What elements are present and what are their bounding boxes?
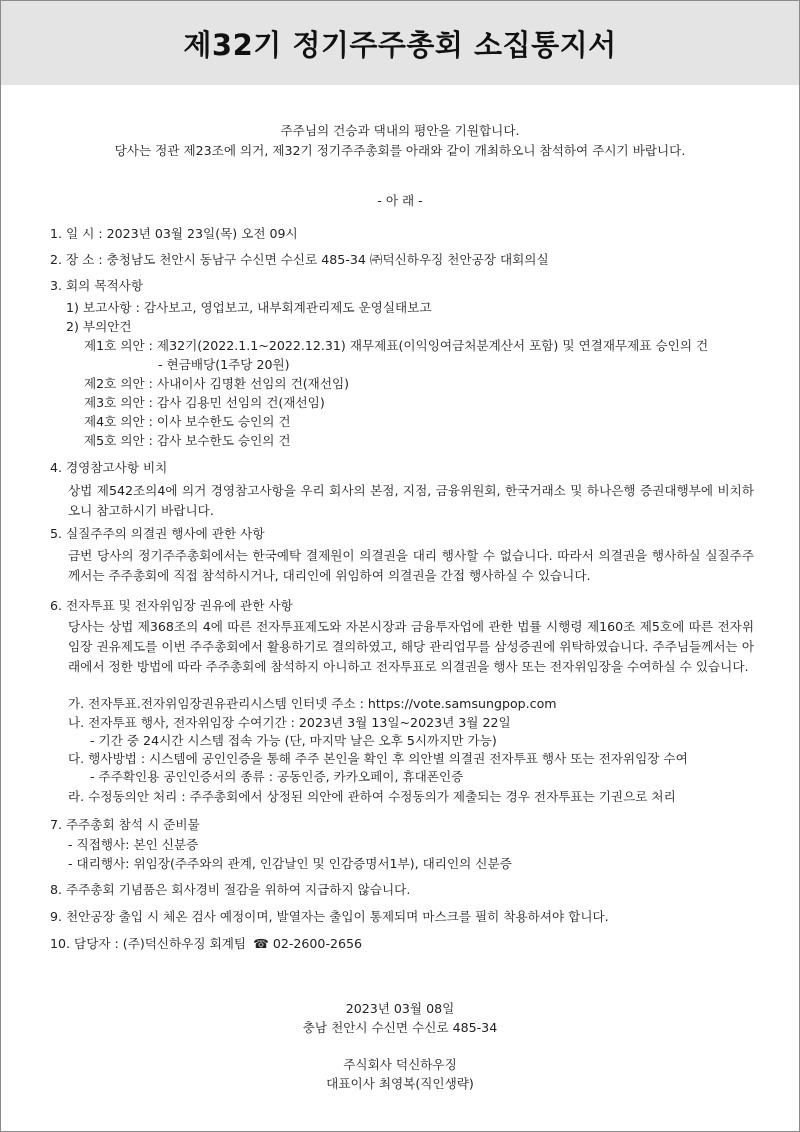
item-5-heading: 5. 실질주주의 의결권 행사에 관한 사항 [50,526,265,541]
item-6-ga: 가. 전자투표.전자위임장권유관리시스템 인터넷 주소 : https://vote.samsungpop.com [68,696,557,711]
item-8: 8. 주주총회 기념품은 회사경비 절감을 위하여 지급하지 않습니다. [50,882,411,897]
contact-label: 10. 담당자 : (주)덕신하우징 회계팀 [50,936,247,951]
item-6-body: 당사는 상법 제368조의 4에 따른 전자투표제도와 자본시장과 금융투자업에 관한 법률 시행령 제160조 제5호에 따른 전자위임장 권유제도를 이번 주주총회에서 활용하기로 결의하였고, 해당 관리업무를 삼성증권에 위탁하였습니다. 주주님들께서는 아래에서 정한 방법에 따라 주주총회에 참석하지 아니하고 전자투표로 의결권을 행사 또는 전자위임장을 수여하실 수 있습니다. [68,619,754,674]
agenda-3: 제3호 의안 : 감사 김용민 선임의 건(재선임) [84,395,325,410]
agenda-1: 제1호 의안 : 제32기(2022.1.1~2022.12.31) 재무제표(이익잉여금처분계산서 포함) 및 연결재무제표 승인의 건 [84,338,709,353]
title-bar [1,1,799,85]
agenda-4: 제4호 의안 : 이사 보수한도 승인의 건 [84,414,291,429]
item-7-direct: - 직접행사: 본인 신분증 [68,837,199,852]
item-5-body: 금번 당사의 정기주주총회에서는 한국예탁 결제원이 의결권을 대리 행사할 수 없습니다. 따라서 의결권을 행사하실 실질주주께서는 주주총회에 직접 참석하시거나, 대리인에 위임하여 의결권을 간접 행사하실 수 있습니다. [68,548,754,583]
item-3-resolution: 2) 부의안건 [66,319,132,334]
item-6-da-sub: - 주주확인용 공인인증서의 종류 : 공동인증, 카카오페이, 휴대폰인증 [90,769,464,784]
item-7-heading: 7. 주주총회 참석 시 준비물 [50,817,200,832]
item-4-heading: 4. 경영참고사항 비치 [50,460,168,475]
greeting-line-2: 당사는 정관 제23조에 의거, 제32기 정기주주총회를 아래와 같이 개최하오니 참석하여 주시기 바랍니다. [114,143,686,158]
footer-address: 충남 천안시 수신면 수신로 485-34 [302,1020,498,1035]
agenda-5: 제5호 의안 : 감사 보수한도 승인의 건 [84,433,291,448]
item-9: 9. 천안공장 출입 시 체온 검사 예정이며, 발열자는 출입이 통제되며 마스크를 필히 착용하셔야 합니다. [50,909,609,924]
agenda-2: 제2호 의안 : 사내이사 김명환 선임의 건(재선임) [84,376,350,391]
item-3-heading: 3. 회의 목적사항 [50,278,144,293]
item-3-report: 1) 보고사항 : 감사보고, 영업보고, 내부회계관리제도 운영실태보고 [66,300,432,315]
item-6-na: 나. 전자투표 행사, 전자위임장 수여기간 : 2023년 3월 13일~2023년 3월 22일 [68,715,511,730]
page-title: 제32기 정기주주총회 소집통지서 [183,27,617,62]
footer-date: 2023년 03월 08일 [345,1001,455,1016]
item-6-ra: 라. 수정동의안 처리 : 주주총회에서 상정된 의안에 관하여 수정동의가 제출되는 경우 전자투표는 기권으로 처리 [68,789,676,804]
item-2-venue: 2. 장 소 : 충청남도 천안시 동남구 수신면 수신로 485-34 ㈜덕신하우징 천안공장 대회의실 [50,252,549,267]
item-6-heading: 6. 전자투표 및 전자위임장 권유에 관한 사항 [50,598,293,613]
footer-company: 주식회사 덕신하우징 [343,1057,457,1072]
footer-ceo: 대표이사 최영복(직인생략) [326,1076,474,1091]
item-4-body: 상법 제542조의4에 의거 경영참고사항을 우리 회사의 본점, 지점, 금융위원회, 한국거래소 및 하나은행 증권대행부에 비치하오니 참고하시기 바랍니다. [68,483,754,518]
agenda-1-sub: - 현금배당(1주당 20원) [158,357,290,372]
item-6-da: 다. 행사방법 : 시스템에 공인인증을 통해 주주 본인을 확인 후 의안별 의결권 전자투표 행사 또는 전자위임장 수여 [68,751,688,766]
contact-phone: 02-2600-2656 [272,936,363,951]
below-marker: - 아 래 - [377,193,423,208]
item-1-datetime: 1. 일 시 : 2023년 03월 23일(목) 오전 09시 [50,226,298,241]
item-7-proxy: - 대리행사: 위임장(주주와의 관계, 인감날인 및 인감증명서1부), 대리인의 신분증 [68,856,512,871]
greeting-line-1: 주주님의 건승과 댁내의 평안을 기원합니다. [280,123,520,138]
item-10-contact [50,934,362,954]
telephone-icon: ☎ [253,936,269,951]
item-6-na-sub: - 기간 중 24시간 시스템 접속 가능 (단, 마지막 날은 오후 5시까지만 가능) [90,733,497,748]
